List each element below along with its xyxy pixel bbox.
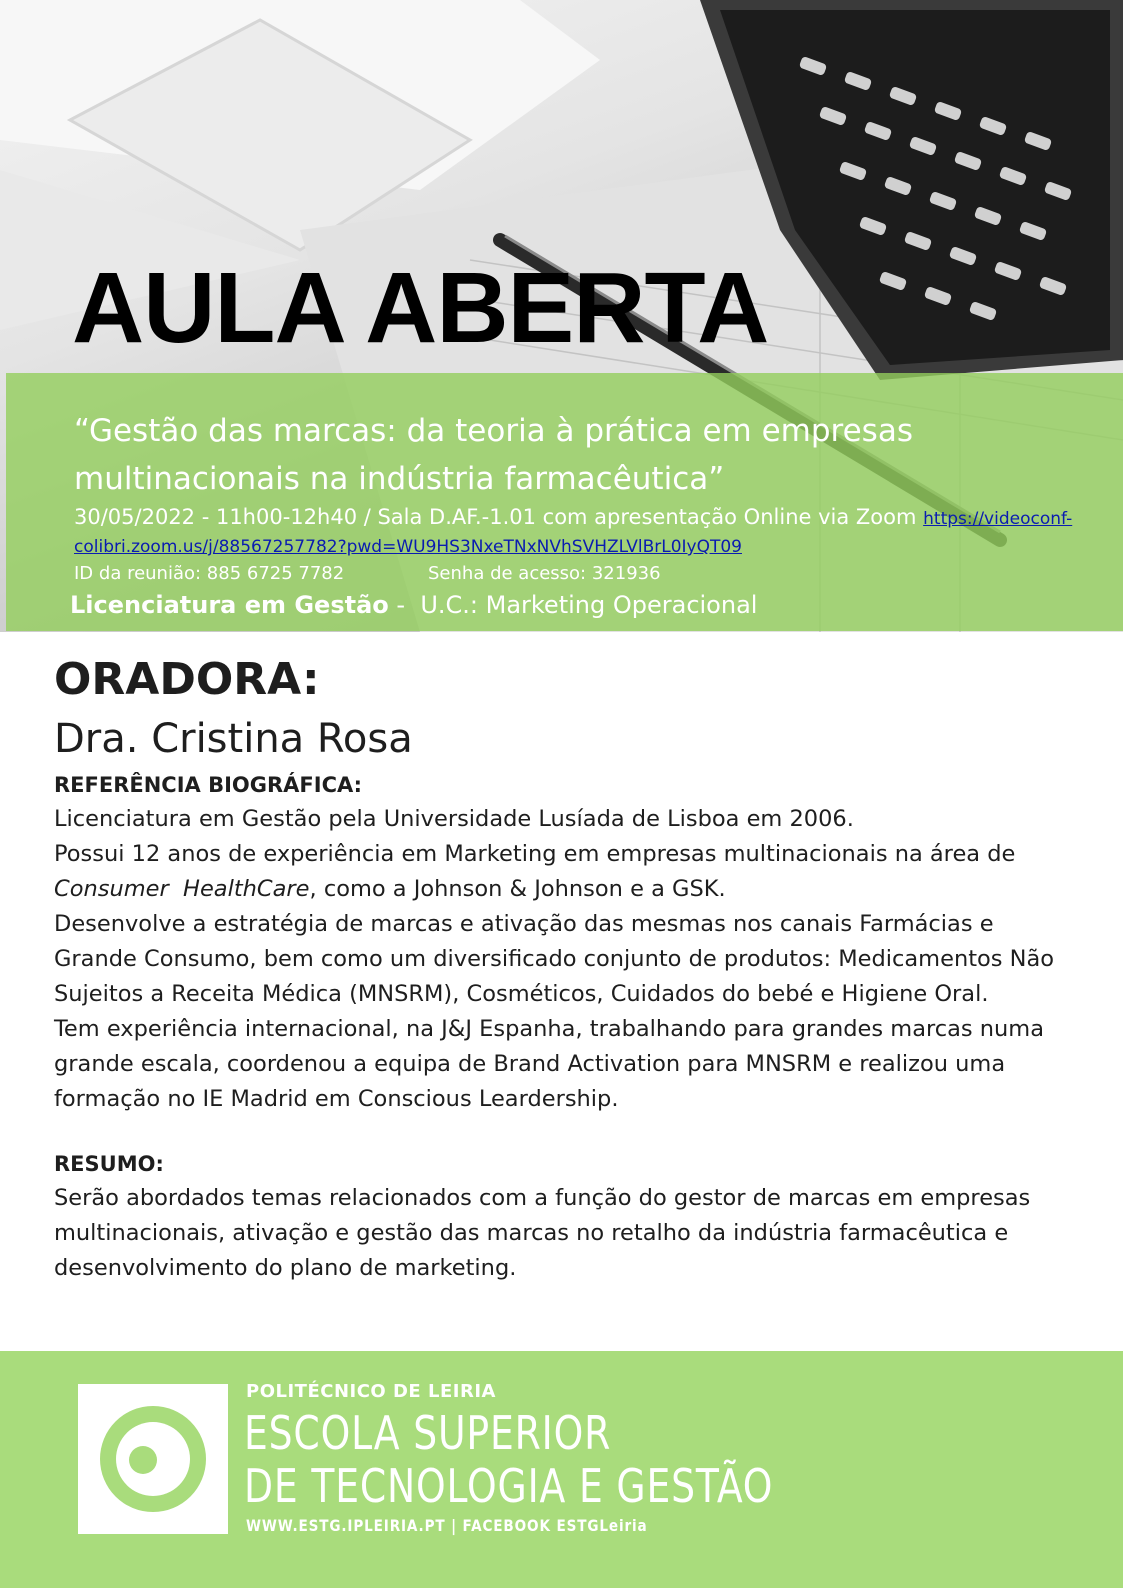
course-info <box>70 591 757 619</box>
bio-paragraph-3: Desenvolve a estratégia de marcas e ativação das mesmas nos canais Farmácias e Grande Consumo, bem como um diversificado conjunto de produtos: Medicamentos Não Sujeitos a Receita Médica (MNSRM), Cosméticos, Cuidados do bebé e Higiene Oral. <box>54 911 1055 1007</box>
eye-logo-icon <box>78 1384 228 1534</box>
speaker-name: Dra. Cristina Rosa <box>54 716 413 762</box>
talk-title-line2: multinacionais na indústria farmacêutica” <box>74 461 725 497</box>
institution-name: POLITÉCNICO DE LEIRIA <box>246 1381 496 1402</box>
website-and-facebook: WWW.ESTG.IPLEIRIA.PT | FACEBOOK ESTGLeiria <box>246 1516 648 1535</box>
bio-paragraph-2 <box>54 837 1064 907</box>
bio-p2-italic: Consumer HealthCare <box>54 876 310 902</box>
bio-p2-end: , como a Johnson & Johnson e a GSK. <box>309 876 726 902</box>
bio-paragraph-4: Tem experiência internacional, na J&J Espanha, trabalhando para grandes marcas numa grande escala, coordenou a equipa de Brand Activation para MNSRM e realizou uma formação no IE Madrid em Conscious Leardership. <box>54 1016 1044 1112</box>
meeting-password: Senha de acesso: 321936 <box>428 563 661 584</box>
summary-heading: RESUMO: <box>54 1152 164 1176</box>
course-label: Licenciatura em Gestão <box>70 591 389 619</box>
speaker-label: ORADORA: <box>54 654 320 705</box>
zoom-link-continuation[interactable]: colibri.zoom.us/j/88567257782?pwd=WU9HS3NxeTNxNVhSVHZLVlBrL0IyQT09 <box>74 537 742 557</box>
meeting-id: ID da reunião: 885 6725 7782 <box>74 563 345 584</box>
zoom-link[interactable]: https://videoconf- <box>923 509 1073 529</box>
school-name-line1: ESCOLA SUPERIOR <box>244 1406 612 1460</box>
course-separator: - <box>388 591 421 619</box>
bio-text <box>54 802 1064 1117</box>
page-title: AULA ABERTA <box>72 252 769 364</box>
course-unit: U.C.: Marketing Operacional <box>420 591 758 619</box>
summary-text <box>54 1181 1064 1286</box>
school-logo <box>78 1384 228 1534</box>
bio-heading: REFERÊNCIA BIOGRÁFICA: <box>54 773 363 797</box>
school-name-line2: DE TECNOLOGIA E GESTÃO <box>244 1459 774 1513</box>
talk-title-line1: “Gestão das marcas: da teoria à prática em empresas <box>74 413 913 449</box>
summary-paragraph: Serão abordados temas relacionados com a função do gestor de marcas em empresas multinacionais, ativação e gestão das marcas no retalho da indústria farmacêutica e desenvolvimento do plano de marketing. <box>54 1185 1031 1281</box>
bio-p2-start: Possui 12 anos de experiência em Marketing em empresas multinacionais na área de <box>54 841 1016 867</box>
bio-paragraph-1: Licenciatura em Gestão pela Universidade Lusíada de Lisboa em 2006. <box>54 806 854 832</box>
session-details <box>74 505 1072 529</box>
session-date-room: 30/05/2022 - 11h00-12h40 / Sala D.AF.-1.01 com apresentação Online via Zoom <box>74 505 924 529</box>
